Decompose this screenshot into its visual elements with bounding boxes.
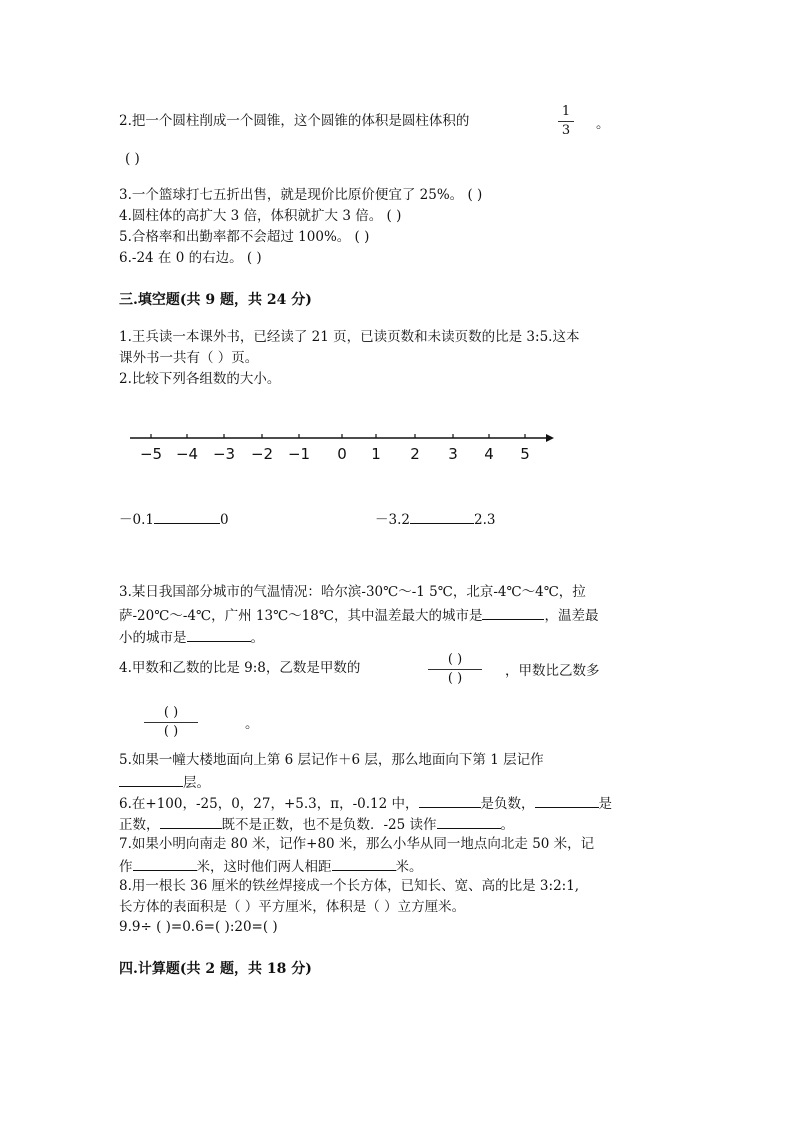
fill-q6-line1-text: 6.在+100，-25，0，27，+5.3，π，-0.12 中，: [119, 796, 419, 812]
fill-q5-line2-tail: 层。: [183, 775, 210, 791]
compare-left-blank[interactable]: [154, 509, 220, 524]
fill-q6-line1-mid: 是负数，: [480, 796, 535, 812]
fraction-bar: [144, 722, 198, 723]
number-line-label: −4: [175, 445, 199, 463]
judge-q2-answer-paren[interactable]: ( ): [125, 151, 140, 167]
compare-left-a: －0.1: [119, 512, 154, 528]
section4-title: 四.计算题(共 2 题，共 18 分): [119, 961, 312, 977]
fill-q7-line1: 7.如果小明向南走 80 米，记作+80 米，那么小华从同一地点向北走 50 米，记: [119, 836, 595, 852]
fill-q5-line1: 5.如果一幢大楼地面向上第 6 层记作＋6 层，那么地面向下第 1 层记作: [119, 752, 544, 768]
number-line-label: 1: [371, 445, 381, 463]
fill-q3-line3: [119, 627, 264, 647]
fill-q6-line2-text: 正数，: [119, 817, 160, 833]
number-line-arrow: [546, 434, 554, 442]
number-line-label: 4: [484, 445, 494, 463]
fill-q6-line2-mid: 既不是正数，也不是负数．-25 读作: [221, 817, 437, 833]
section3-title: 三.填空题(共 9 题，共 24 分): [119, 292, 312, 308]
fill-q3-blank-max[interactable]: [482, 605, 544, 620]
fill-q9: 9.9÷ ( )=0.6=( ):20=( ): [119, 919, 278, 935]
compare-left: [119, 508, 229, 528]
fill-q6-line1: [119, 793, 612, 813]
fill-q6-blank-positive[interactable]: [535, 793, 599, 808]
fill-q3-blank-min[interactable]: [187, 627, 251, 642]
number-line-label: 0: [337, 445, 347, 463]
fraction-numerator: 1: [561, 104, 571, 119]
fill-q7-line2-text: 作: [119, 859, 133, 875]
number-line-label: 2: [410, 445, 420, 463]
fill-q3-line1: 3.某日我国部分城市的气温情况：哈尔滨-30℃～-1 5℃，北京-4℃～4℃，拉: [119, 584, 586, 600]
fill-q4-fraction-1[interactable]: [428, 652, 482, 687]
fill-q7-blank-record[interactable]: [133, 856, 197, 871]
compare-right-b: 2.3: [473, 512, 496, 528]
compare-right: [375, 508, 495, 528]
fraction-denominator: 3: [561, 123, 571, 138]
fill-q3-line2: [119, 605, 598, 625]
compare-right-blank[interactable]: [410, 509, 474, 524]
fraction-bar: [428, 669, 482, 670]
fill-q7-blank-distance[interactable]: [332, 856, 396, 871]
judge-q2-text: 2.把一个圆柱削成一个圆锥，这个圆锥的体积是圆柱体积的: [119, 113, 470, 129]
number-line-label: 3: [448, 445, 458, 463]
fraction-denominator[interactable]: ( ): [163, 724, 179, 739]
fraction-denominator[interactable]: ( ): [447, 671, 463, 686]
fill-q6-line1-tail: 是: [598, 796, 613, 812]
judge-q5: 5.合格率和出勤率都不会超过 100%。 ( ): [119, 229, 370, 245]
compare-right-a: －3.2: [375, 512, 410, 528]
judge-q3: 3.一个篮球打七五折出售，就是现价比原价便宜了 25%。 ( ): [119, 187, 483, 203]
fill-q4-tail: ，甲数比乙数多: [505, 663, 600, 679]
fill-q6-line2: [119, 814, 514, 834]
fill-q7-line2-tail: 米。: [395, 859, 423, 875]
number-line-label: −2: [250, 445, 274, 463]
number-line-label: 5: [520, 445, 530, 463]
fill-q5-blank[interactable]: [119, 772, 183, 787]
judge-q4: 4.圆柱体的高扩大 3 倍，体积就扩大 3 倍。 ( ): [119, 208, 402, 224]
fill-q4-text: 4.甲数和乙数的比是 9:8，乙数是甲数的: [119, 660, 361, 676]
judge-q2-fraction: [558, 104, 574, 139]
fill-q3-line3-text: 小的城市是: [119, 630, 187, 646]
fill-q4-fraction-2[interactable]: [144, 705, 198, 740]
judge-q2-tail: 。: [596, 116, 610, 132]
fill-q8-line1: 8.用一根长 36 厘米的铁丝焊接成一个长方体，已知长、宽、高的比是 3:2:1,: [119, 878, 580, 894]
compare-left-b: 0: [219, 512, 229, 528]
fraction-numerator[interactable]: ( ): [447, 652, 463, 667]
fill-q1-line1: 1.王兵读一本课外书，已经读了 21 页，已读页数和未读页数的比是 3:5.这本: [119, 329, 580, 345]
fill-q4-end: 。: [245, 716, 259, 732]
fill-q3-line2-tail: ，温差最: [544, 608, 599, 624]
fill-q2: 2.比较下列各组数的大小。: [119, 371, 281, 387]
fill-q3-line3-tail: 。: [250, 630, 264, 646]
judge-q6: 6.-24 在 0 的右边。 ( ): [119, 250, 262, 266]
fill-q5-line2: [119, 772, 210, 792]
fill-q7-line2: [119, 856, 423, 876]
number-line-label: −5: [139, 445, 163, 463]
number-line-label: −1: [287, 445, 311, 463]
fraction-bar: [558, 121, 574, 122]
fill-q6-blank-read[interactable]: [437, 814, 501, 829]
number-line-label: −3: [212, 445, 236, 463]
fill-q6-blank-negative[interactable]: [419, 793, 481, 808]
fill-q6-line2-tail: 。: [500, 817, 515, 833]
number-line: [128, 430, 558, 446]
fill-q3-line2-text: 萨-20℃～-4℃，广州 13℃～18℃，其中温差最大的城市是: [119, 608, 483, 624]
fill-q8-line2: 长方体的表面积是（ ）平方厘米，体积是（ ）立方厘米。: [119, 899, 466, 915]
fill-q6-blank-neither[interactable]: [160, 814, 222, 829]
fill-q1-line2: 课外书一共有（ ）页。: [119, 350, 259, 366]
fraction-numerator[interactable]: ( ): [163, 705, 179, 720]
fill-q7-line2-mid: 米，这时他们两人相距: [196, 859, 332, 875]
